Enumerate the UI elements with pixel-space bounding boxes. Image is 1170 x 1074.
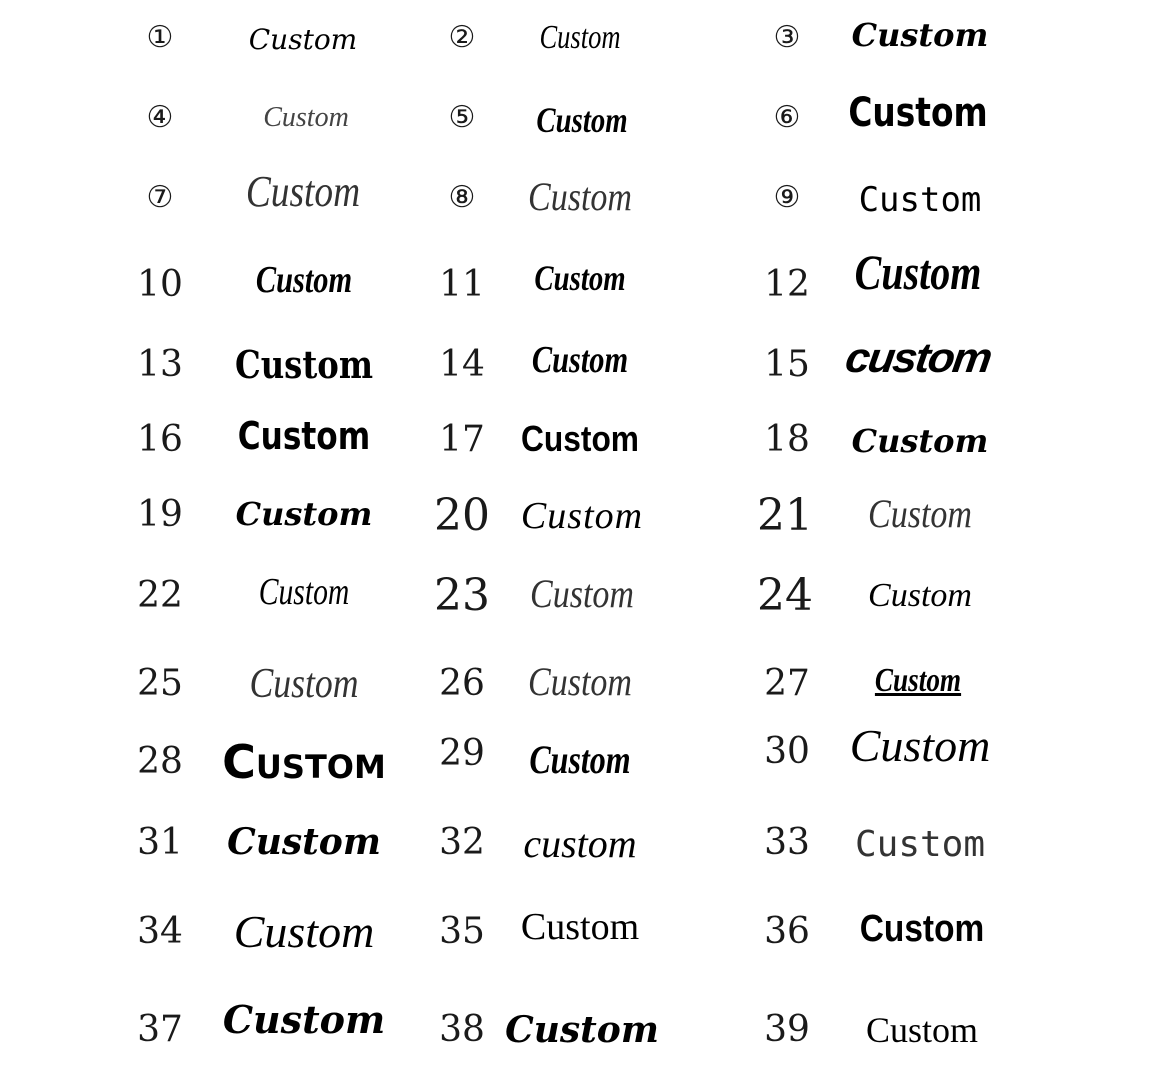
font-sample: Custom xyxy=(263,102,349,133)
font-sample: Custom xyxy=(520,495,644,537)
font-number: 33 xyxy=(764,822,810,863)
font-sample: Custom xyxy=(849,720,991,771)
font-number: 28 xyxy=(137,741,183,782)
font-number: 17 xyxy=(439,419,485,460)
font-sample: Custom xyxy=(521,418,639,459)
font-sample: Custom xyxy=(529,737,631,782)
font-number: 34 xyxy=(137,911,183,952)
font-number: 30 xyxy=(764,731,810,772)
font-number: 27 xyxy=(764,663,810,704)
font-number: 21 xyxy=(757,490,813,541)
font-number: 12 xyxy=(764,264,810,305)
font-sample: Custom xyxy=(530,571,634,616)
font-number: ③ xyxy=(773,20,801,55)
font-sample: Custom xyxy=(258,571,350,613)
font-sample: Custom xyxy=(222,735,386,789)
font-number: 24 xyxy=(757,570,813,621)
font-sample: Custom xyxy=(237,414,371,458)
font-sample: Custom xyxy=(848,90,988,136)
font-number: 11 xyxy=(439,264,485,305)
font-sample: Custom xyxy=(851,16,989,54)
font-number: 18 xyxy=(764,419,810,460)
font-sample: Custom xyxy=(255,259,353,301)
font-number: 26 xyxy=(439,663,485,704)
font-number: ⑥ xyxy=(773,100,801,135)
font-sample: Custom xyxy=(859,908,985,950)
font-sample: Custom xyxy=(233,906,375,957)
font-sample: Custom xyxy=(531,339,629,381)
font-number: 10 xyxy=(137,264,183,305)
font-sample: Custom xyxy=(854,824,986,865)
font-sample: Custom xyxy=(534,258,626,298)
font-number: 32 xyxy=(439,822,485,863)
font-number: 31 xyxy=(137,822,183,863)
font-sample: Custom xyxy=(505,1009,659,1051)
font-number: 23 xyxy=(434,570,490,621)
font-number: ④ xyxy=(146,100,174,135)
font-number: 38 xyxy=(439,1009,485,1050)
font-sample: Custom xyxy=(520,906,640,948)
font-sample: Custom xyxy=(865,1010,979,1050)
font-sample: Custom xyxy=(234,342,374,387)
font-sample: Custom xyxy=(854,244,982,300)
font-number: 25 xyxy=(137,663,183,704)
font-number: 19 xyxy=(137,494,183,535)
font-sample: Custom xyxy=(528,659,632,704)
font-number: 35 xyxy=(439,911,485,952)
font-sample: Custom xyxy=(245,167,361,216)
font-number: 16 xyxy=(137,419,183,460)
font-sample: Custom xyxy=(539,19,621,56)
font-number: 36 xyxy=(764,911,810,952)
font-sample: Custom xyxy=(528,174,632,219)
font-sample: Custom xyxy=(222,997,386,1042)
font-number: ⑨ xyxy=(773,180,801,215)
font-sample: custom xyxy=(523,821,637,866)
font-number: 22 xyxy=(137,575,183,616)
font-sample: custom xyxy=(842,334,994,381)
font-sample: Custom xyxy=(874,662,962,699)
font-sample: Custom xyxy=(868,491,972,536)
font-number: 14 xyxy=(439,344,485,385)
font-number: 39 xyxy=(764,1009,810,1050)
font-number: ⑧ xyxy=(448,180,476,215)
font-sample: Custom xyxy=(248,23,358,56)
font-number: 29 xyxy=(439,733,485,774)
font-sample: Custom xyxy=(868,577,972,614)
font-number: ① xyxy=(146,20,174,55)
font-number: ② xyxy=(448,20,476,55)
font-number: ⑤ xyxy=(448,100,476,135)
font-sample: Custom xyxy=(227,821,381,863)
font-sample: Custom xyxy=(536,100,628,140)
font-number: 13 xyxy=(137,344,183,385)
font-number: ⑦ xyxy=(146,180,174,215)
font-sample: Custom xyxy=(249,661,359,707)
font-sample: Custom xyxy=(235,495,373,533)
font-number: 20 xyxy=(434,490,490,541)
font-sample: Custom xyxy=(851,422,989,460)
font-sample: Custom xyxy=(858,180,982,220)
font-number: 37 xyxy=(137,1009,183,1050)
font-number: 15 xyxy=(764,344,810,385)
